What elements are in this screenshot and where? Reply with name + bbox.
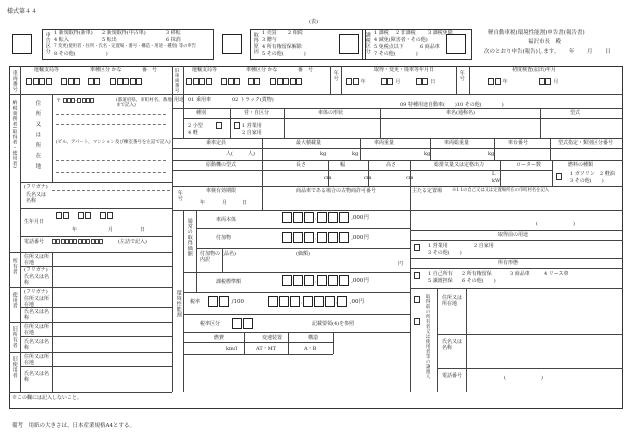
- phone-label: 電話番号: [24, 239, 45, 245]
- tax-category-label: 税率区分: [200, 321, 221, 327]
- acquisition-type-checkbox[interactable]: [222, 34, 242, 54]
- fuel-box[interactable]: [556, 173, 563, 181]
- max-load-unit-2: kg: [352, 151, 359, 157]
- fuel-econ-label: 燃費: [214, 335, 225, 341]
- year-label-3: 年号: [176, 190, 183, 201]
- exhaust-label: 総排気量又は定格出力: [434, 162, 485, 168]
- use-label: 用途: [174, 97, 185, 103]
- addressee-city: 福沢市長 殿: [528, 39, 562, 45]
- vehicle-number-label: 車両番号: [11, 70, 18, 92]
- structure-value[interactable]: A・B: [304, 346, 317, 352]
- phone-hint: (左詰で記入): [118, 239, 147, 245]
- item-yen-unit: 円: [398, 261, 404, 267]
- owner-name-label: 氏名又は名称: [26, 192, 47, 204]
- class-kana-label: 車種区分 かな: [90, 67, 122, 73]
- declaration-option[interactable]: 3 移転: [166, 30, 181, 36]
- ownership-other[interactable]: 6 その他( ): [462, 278, 496, 284]
- fuel-label: 燃料の種類: [568, 162, 594, 168]
- acquisition-price-label: 通常の取得価額: [186, 218, 193, 257]
- tax-amount-boxes[interactable]: , , ,00円: [268, 296, 364, 307]
- category-box[interactable]: [216, 122, 223, 130]
- address-hint: (都道府県、市町村名、番地まで記入): [116, 98, 172, 109]
- ownership-lease[interactable]: 4 リース車: [544, 271, 569, 277]
- purpose-private[interactable]: 2 自家用: [242, 130, 262, 136]
- declaration-option[interactable]: 7 変更(使用者・住所・氏名・定置場・番号・構造・用途・種別) 等の申告: [54, 44, 197, 49]
- acquisition-option[interactable]: 1 売買: [262, 30, 277, 36]
- change-date-boxes[interactable]: 年 月 日: [346, 78, 435, 86]
- former-user-address-row: 住所又は所在地: [24, 354, 50, 366]
- declaration-option[interactable]: 6 抹消: [166, 37, 181, 43]
- tax-type-checkbox-2[interactable]: [446, 34, 466, 54]
- acquisition-use-box[interactable]: [414, 244, 421, 252]
- base-hint: ※1 1の自己又は又は定置場所在の市町村名を記入: [452, 188, 550, 193]
- taxpayer-section-label: 納税義務者(取得者・使用者): [11, 100, 17, 169]
- side-label: (表): [309, 19, 318, 25]
- weight-label: 車両重量: [374, 140, 395, 146]
- prev-owner-box-2[interactable]: [414, 318, 421, 326]
- building-hint: (ビル、アパート、マンション及び棟室番号を左詰で記入): [56, 140, 171, 145]
- tax-type-option[interactable]: 6 商品車: [420, 44, 440, 50]
- purpose-label: 営・自区分: [244, 110, 270, 116]
- prior-use-business[interactable]: 1 営業用: [428, 243, 448, 249]
- birth-year: 年: [72, 227, 78, 233]
- ownership-self[interactable]: 1 自己所有: [428, 271, 453, 277]
- tax-category-boxes[interactable]: [232, 318, 254, 329]
- capacity-unit: 人( 人): [226, 151, 255, 157]
- fuel-other[interactable]: 3 その他( ): [570, 178, 604, 184]
- birth-label: 生年月日: [24, 219, 45, 225]
- category-label: 種別: [196, 110, 207, 116]
- former-owner-label: 旧所有者: [11, 326, 18, 348]
- tax-rate-boxes[interactable]: /100: [208, 296, 244, 307]
- dealer-label: 商品車である場合の古物商許可番号: [296, 188, 377, 194]
- item-name-label: (品名): [222, 251, 236, 257]
- former-owner-name-row: 氏名又は名称: [24, 339, 50, 351]
- old-transport-office-label: 運輸支局等: [192, 67, 218, 73]
- user-address-row: 住所又は所在地: [24, 296, 50, 308]
- exhaust-unit-kw: kW: [492, 178, 501, 184]
- old-vehicle-number-label: 旧車両番号: [174, 68, 180, 93]
- tax-type-checkbox[interactable]: [339, 34, 359, 54]
- max-load-unit: kg: [320, 151, 327, 157]
- width-label: 幅: [340, 162, 346, 168]
- owner-name-row: 氏名又は名称: [24, 274, 50, 286]
- ownership-merchandise[interactable]: 3 商品車: [510, 271, 530, 277]
- declaration-option[interactable]: 8 その他( ): [54, 51, 108, 57]
- declaration-option[interactable]: 5 転出: [102, 37, 117, 43]
- gross-weight-label: 車両総重量: [444, 140, 470, 146]
- expiry-month: 月: [222, 200, 228, 206]
- tax-type-option[interactable]: 7 その他( ): [374, 51, 418, 57]
- ownership-collateral[interactable]: 5 譲渡担保: [428, 278, 453, 284]
- expiry-day: 日: [242, 200, 248, 206]
- addressee-title: 軽自動車税(環境性能割)申告書(報告書): [488, 30, 585, 36]
- acquisition-type-label: 取得原因: [252, 32, 259, 54]
- user-kana-row: (フリガナ): [24, 289, 48, 295]
- length-unit: cm: [324, 175, 332, 181]
- height-unit: cm: [406, 175, 414, 181]
- chassis-label: 車台番号: [508, 140, 529, 146]
- fuel-econ-unit: km/l: [226, 346, 238, 352]
- form-number: 様式第４４: [7, 8, 38, 15]
- footer-remark: 備考 用紙の大きさは、日本産業規格A4とする。: [12, 423, 135, 429]
- ownership-box[interactable]: [414, 272, 421, 280]
- tax-type-option[interactable]: 4 減免(障害者・その他): [374, 37, 428, 43]
- former-owner-address-row: 住所又は所在地: [24, 324, 50, 336]
- height-label: 高さ: [386, 162, 397, 168]
- acquisition-option[interactable]: 5 その他( ): [262, 51, 306, 57]
- acquisition-option[interactable]: 2 相続: [288, 30, 303, 36]
- tax-rate-label: 税率: [190, 299, 201, 305]
- number-label: 番 号: [142, 67, 158, 73]
- year-label: 年号: [332, 70, 339, 81]
- old-class-kana-label: 車種区分 かな: [246, 67, 278, 73]
- ownership-retained[interactable]: 2 所有権留保: [462, 271, 492, 277]
- inspection-expiry-label: 車検有効期限: [206, 188, 237, 194]
- user-label: 使用者: [11, 292, 18, 309]
- change-date-label: 取得・変更・廃車等年月日: [374, 67, 435, 73]
- prev-owner-address-label: 住所又は所在地: [442, 295, 463, 307]
- item-amount-label: (価額): [296, 251, 310, 257]
- purpose-box[interactable]: [234, 122, 241, 130]
- prev-owner-phone-label: 電話番号: [442, 373, 463, 379]
- declaration-type-label: 申告区分: [44, 32, 51, 54]
- transmission-value[interactable]: AT・MT: [256, 346, 277, 352]
- prior-use-other[interactable]: 3 その他( ): [428, 250, 462, 256]
- vehicle-body-label: 車両本体: [216, 217, 237, 223]
- declaration-option[interactable]: 2 新規取得(中古車): [102, 30, 146, 36]
- declaration-type-checkbox[interactable]: [12, 34, 32, 54]
- tax-type-option[interactable]: 2 非課税: [396, 30, 416, 36]
- transport-office-label: 運輸支局等: [34, 67, 60, 73]
- footnote: ※この欄には記入しないこと。: [12, 395, 83, 401]
- engine-label: 原動機の型式: [206, 162, 237, 168]
- user-name-row: 氏名又は名称: [24, 309, 50, 321]
- vehicle-body-amount[interactable]: , ,000円: [282, 212, 369, 223]
- date-month: 月: [587, 49, 593, 55]
- old-vehicle-number-boxes[interactable]: [186, 78, 303, 86]
- width-unit: cm: [364, 175, 372, 181]
- date-year: 年: [569, 49, 575, 55]
- former-user-name-row: 氏名又は名称: [24, 371, 50, 383]
- gross-weight-unit: kg: [488, 151, 495, 157]
- acquisition-option[interactable]: 3 贈与: [262, 37, 277, 43]
- purpose-business[interactable]: 1 営業用: [242, 123, 262, 129]
- make-label: 車名(通称名): [446, 110, 475, 116]
- prev-owner-phone-paren: ( ): [504, 375, 543, 381]
- owner-kana-row: (フリガナ): [24, 267, 48, 273]
- prev-owner-name-label: 氏名又は名称: [442, 339, 463, 351]
- postal-code-boxes[interactable]: 〒 -: [56, 98, 94, 105]
- birth-month: 月: [108, 227, 114, 233]
- use-option-passenger[interactable]: 01 乗用車: [188, 97, 211, 103]
- owner-address-row: 住所又は所在地: [24, 254, 50, 266]
- use-option-truck[interactable]: 02 トラック(貨物): [232, 97, 274, 103]
- accessory-label: 付加物: [216, 235, 232, 241]
- prev-owner-label: 取得前の所有者又は使用者等の譲渡人: [425, 294, 431, 379]
- owner-kana-label: (フリガナ): [24, 184, 48, 190]
- acquisition-use-label: 取得前の用途: [498, 232, 529, 238]
- use-option-other[interactable]: 09 特種用途自動車( )10 その他( ): [400, 102, 504, 108]
- structure-label: 構造: [308, 335, 319, 341]
- env-tax-label: 環境性能割: [175, 290, 182, 318]
- ownership-label: 所有形態: [498, 260, 519, 266]
- paren-note: ( ): [536, 221, 575, 227]
- first-inspection-label: 初度検査(届出)年月: [512, 67, 556, 73]
- tax-type-label: 課税区分: [364, 32, 371, 54]
- acquisition-option[interactable]: 4 所有権留保解除: [262, 44, 302, 50]
- tax-base-amount[interactable]: , ,000円: [282, 275, 369, 286]
- tax-base-label: 課税標準額: [216, 279, 242, 285]
- length-label: 長さ: [296, 162, 307, 168]
- record-note: 記載要領(4)を参照: [312, 321, 355, 327]
- declaration-option[interactable]: 4 転入: [54, 37, 69, 43]
- prev-owner-box-1[interactable]: [414, 296, 421, 304]
- fuel-gasoline[interactable]: 1 ガソリン: [570, 171, 595, 177]
- phone-boxes[interactable]: [52, 239, 104, 246]
- category-light[interactable]: 4 軽: [188, 130, 198, 136]
- birth-date-boxes[interactable]: [56, 212, 113, 220]
- model-label: 型式: [570, 110, 581, 116]
- max-load-label: 最大積載量: [296, 140, 322, 146]
- type-number-label: 型式指定・類別区分番号: [558, 140, 614, 146]
- exhaust-unit-l: L: [492, 171, 496, 177]
- date-day: 日: [605, 49, 611, 55]
- prior-use-private[interactable]: 2 自家用: [474, 243, 494, 249]
- first-inspection-boxes[interactable]: 年 月: [488, 78, 558, 86]
- tax-type-option[interactable]: 1 課税: [374, 30, 389, 36]
- birth-day: 日: [140, 227, 146, 233]
- owner-address-label: 住所又は所在地: [34, 100, 41, 174]
- capacity-label: 乗車定員: [206, 140, 227, 146]
- accessory-amount[interactable]: , ,000円: [282, 232, 369, 243]
- old-number-label: 番 号: [298, 67, 314, 73]
- declaration-text: 次のとおり申告(報告)します。: [484, 49, 560, 55]
- category-small[interactable]: 2 小型: [188, 123, 203, 129]
- accessory-detail-label: 付加物の内訳: [200, 251, 221, 263]
- tax-type-option[interactable]: 3 課税免除: [428, 30, 453, 36]
- body-shape-label: 車体の形状: [318, 110, 344, 116]
- owner-label: 所有者: [11, 258, 18, 275]
- expiry-year: 年: [200, 200, 206, 206]
- former-user-label: 旧使用者: [11, 356, 18, 378]
- year-label-2: 年号: [458, 70, 465, 81]
- rotor-label: ローター数: [516, 162, 542, 168]
- vehicle-number-boxes[interactable]: [26, 78, 143, 86]
- transmission-label: 変速装置: [262, 335, 283, 341]
- fuel-diesel[interactable]: 2 軽油: [600, 171, 615, 177]
- weight-unit: kg: [424, 151, 431, 157]
- declaration-option[interactable]: 1 新規取得(新車): [54, 30, 93, 36]
- base-label: 主たる定置場: [412, 188, 443, 194]
- tax-type-option[interactable]: 5 免税点以下: [374, 44, 404, 50]
